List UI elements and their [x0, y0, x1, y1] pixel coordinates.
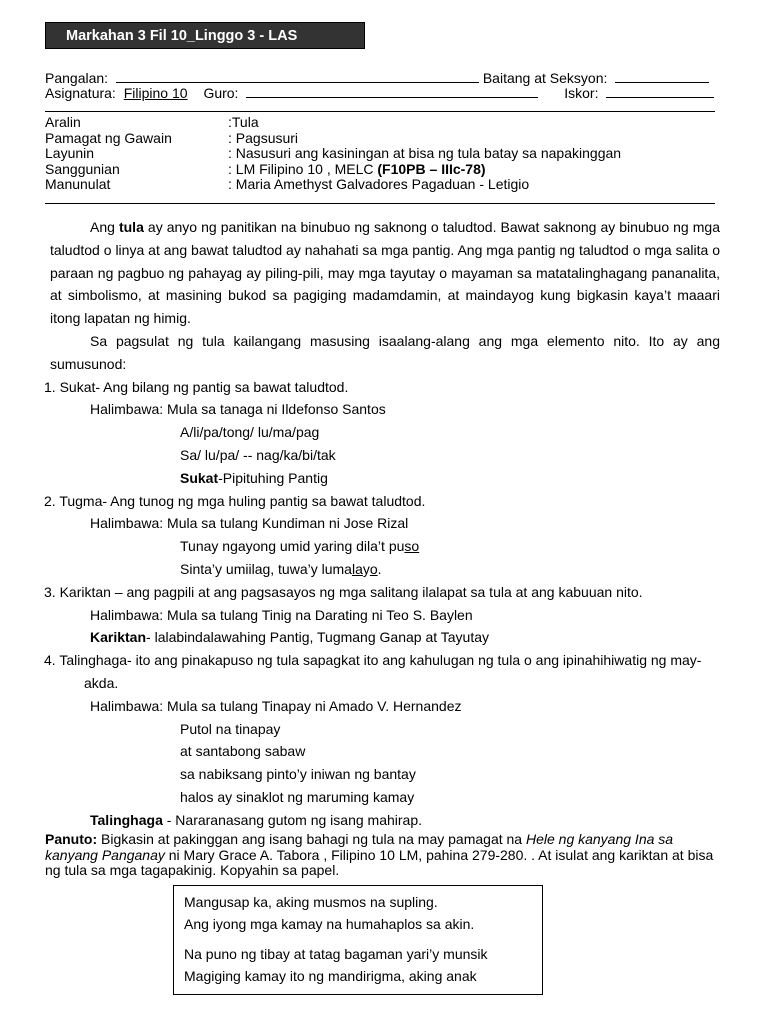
worksheet-title: Markahan 3 Fil 10_Linggo 3 - LAS — [45, 22, 365, 49]
divider-bottom — [45, 203, 715, 204]
grade-field[interactable] — [615, 70, 709, 83]
kariktan-result: Kariktan- lalabindalawahing Pantig, Tugmang Ganap at Tayutay — [90, 629, 490, 646]
meta-sanggunian: Sanggunian : LM Filipino 10 , MELC (F10PB – IIIc-78) — [45, 160, 486, 177]
meta-manunulat: Manunulat : Maria Amethyst Galvadores Pagaduan - Letigio — [45, 176, 530, 192]
sukat-example: Halimbawa: Mula sa tanaga ni Ildefonso Santos — [90, 401, 386, 418]
poem-line-1: Mangusap ka, aking musmos na supling. — [184, 894, 438, 910]
meta-layunin: Layunin : Nasusuri ang kasiningan at bisa ng tula batay sa napakinggan — [45, 145, 622, 161]
talinghaga-example: Halimbawa: Mula sa tulang Tinapay ni Amado V. Hernandez — [90, 697, 462, 714]
melc-code: (F10PB – IIIc-78) — [377, 160, 486, 177]
score-field[interactable] — [606, 85, 714, 98]
lesson-body — [44, 216, 720, 832]
kariktan-heading: 3. Kariktan – ang pagpili at ang pagsasayos ng mga salitang ilalapat sa tula at ang kabuuan nito. — [44, 583, 643, 600]
talinghaga-line-2: at santabong sabaw — [180, 743, 306, 760]
kariktan-example: Halimbawa: Mula sa tulang Tinig na Darating ni Teo S. Baylen — [90, 606, 473, 623]
sukat-result: Sukat-Pipituhing Pantig — [180, 469, 328, 486]
poem-title: Hele ng kanyang Ina sa kanyang Panganay — [45, 831, 674, 863]
talinghaga-result: Talinghaga - Nararanasang gutom ng isang mahirap. — [90, 811, 423, 828]
intro-paragraph-1: Ang tula ay anyo ng panitikan na binubuo ng saknong o taludtod. Bawat saknong ay binubuo ng mga taludtod o linya at ang bawat taludtod ay nahahati sa mga pantig. Ang mga pantig ng taludtod o mga salita o paraan ng pagbuo ng pahayag ay piling-pili, may mga tayutay o mayaman sa matatalinghagang pananalita, at simbolismo, at masining bukod sa pagiging madamdamin, at maindayog kung bigkasin kaya’t maaari itong lapatan ng himig. — [50, 219, 720, 327]
divider-top — [45, 111, 715, 112]
name-row — [45, 70, 709, 86]
tugma-line-2: Sinta’y umiilag, tuwa’y lumalayo. — [180, 560, 382, 577]
instructions: Panuto: Bigkasin at pakinggan ang isang bahagi ng tula na may pamagat na Hele ng kanyang Ina sa kanyang Panganay ni Mary Grace A. Tabora , Filipino 10 LM, pahina 279-280. . At isulat ang kariktan at bisa ng tula sa mga tagapakinig. Kopyahin sa papel. — [45, 831, 714, 878]
subject-label: Asignatura: — [45, 85, 116, 101]
talinghaga-line-4: halos ay sinaklot ng maruming kamay — [180, 788, 415, 805]
score-label: Iskor: — [564, 85, 599, 101]
poem-line-2: Ang iyong mga kamay na humahaplos sa akin. — [184, 916, 475, 932]
meta-aralin: Aralin :Tula — [45, 114, 259, 130]
poem-excerpt-box — [173, 885, 543, 995]
instructions-label: Panuto: — [45, 831, 98, 847]
intro-paragraph-2: Sa pagsulat ng tula kailangang masusing isaalang-alang ang mga elemento nito. Ito ay ang sumusunod: — [50, 332, 720, 372]
teacher-field[interactable] — [246, 85, 538, 98]
subject-row — [45, 85, 714, 101]
name-label: Pangalan: — [45, 70, 109, 86]
talinghaga-line-3: sa nabiksang pinto’y iniwan ng bantay — [180, 766, 416, 783]
tugma-example: Halimbawa: Mula sa tulang Kundiman ni Jose Rizal — [90, 515, 409, 532]
meta-pamagat: Pamagat ng Gawain : Pagsusuri — [45, 129, 299, 146]
poem-line-3: Na puno ng tibay at tatag bagaman yari’y munsik — [184, 946, 488, 962]
poem-line-4: Magiging kamay ito ng mandirigma, aking anak — [184, 968, 477, 984]
tugma-heading: 2. Tugma- Ang tunog ng mga huling pantig sa bawat taludtod. — [44, 492, 426, 509]
sukat-line-2: Sa/ lu/pa/ -- nag/ka/bi/tak — [180, 446, 336, 463]
talinghaga-heading: 4. Talinghaga- ito ang pinakapuso ng tula sapagkat ito ang kahulugan ng tula o ang ipinahihiwatig ng may-akda. — [44, 652, 702, 691]
sukat-heading: 1. Sukat- Ang bilang ng pantig sa bawat taludtod. — [44, 378, 349, 395]
teacher-label: Guro: — [203, 85, 239, 101]
talinghaga-line-1: Putol na tinapay — [180, 720, 281, 737]
subject-value: Filipino 10 — [123, 85, 188, 101]
grade-label: Baitang at Seksyon: — [482, 70, 608, 86]
tugma-line-1: Tunay ngayong umid yaring dila’t puso — [180, 538, 420, 555]
sukat-line-1: A/li/pa/tong/ lu/ma/pag — [180, 424, 320, 441]
name-field[interactable] — [116, 70, 479, 83]
